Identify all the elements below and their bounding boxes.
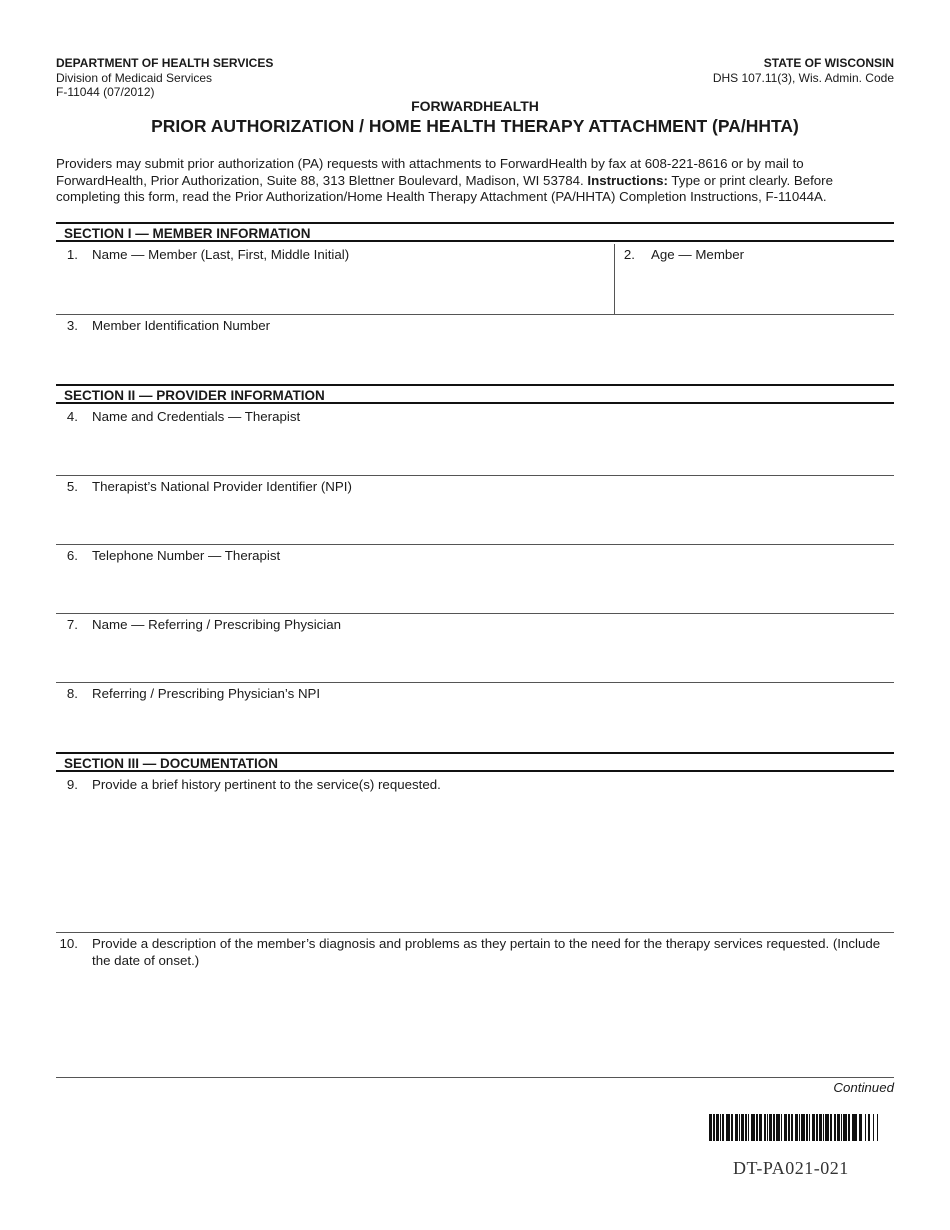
field-label: Name and Credentials — Therapist (92, 409, 301, 424)
department-name: DEPARTMENT OF HEALTH SERVICES (56, 56, 274, 70)
field-number: 10. (59, 936, 78, 951)
physician-name-field[interactable] (56, 614, 894, 683)
therapist-npi-field[interactable] (56, 476, 894, 545)
history-field[interactable] (56, 774, 894, 933)
field-label: Provide a brief history pertinent to the service(s) requested. (92, 777, 441, 792)
diagnosis-field[interactable] (56, 933, 894, 1077)
field-label: Telephone Number — Therapist (92, 548, 281, 563)
section-1-header: SECTION I — MEMBER INFORMATION (56, 222, 894, 242)
bottom-divider (56, 1077, 894, 1078)
section-2-header: SECTION II — PROVIDER INFORMATION (56, 384, 894, 404)
admin-code: DHS 107.11(3), Wis. Admin. Code (712, 70, 894, 85)
barcode-icon (709, 1114, 881, 1141)
therapist-name-field[interactable] (56, 406, 894, 476)
field-number: 6. (66, 548, 78, 563)
form-number: F-11044 (07/2012) (56, 85, 155, 99)
field-label: Member Identification Number (92, 318, 271, 333)
intro-text-2: Type or print clearly. Before completing this form, read the Prior Authorization/Home Health Therapy Attachment (PA/HHTA) Completion Instructions, F-11044A. (56, 172, 834, 204)
header-right (713, 56, 894, 85)
field-number: 8. (66, 686, 78, 701)
state-name: STATE OF WISCONSIN (763, 56, 894, 70)
field-label: Name — Member (Last, First, Middle Initial) (92, 247, 350, 262)
intro-paragraph (56, 156, 896, 206)
member-name-field[interactable] (56, 244, 615, 315)
continued-label: Continued (833, 1080, 894, 1095)
section-3-header: SECTION III — DOCUMENTATION (56, 752, 894, 772)
therapist-phone-field[interactable] (56, 545, 894, 614)
field-number: 9. (66, 777, 78, 792)
field-label: Age — Member (651, 247, 745, 262)
physician-npi-field[interactable] (56, 683, 894, 752)
field-number: 2. (623, 247, 635, 262)
form-title: PRIOR AUTHORIZATION / HOME HEALTH THERAPY ATTACHMENT (PA/HHTA) (151, 116, 799, 136)
field-number: 1. (66, 247, 78, 262)
instructions-label: Instructions: (587, 172, 668, 188)
field-number: 7. (66, 617, 78, 632)
member-id-field[interactable] (56, 315, 894, 384)
intro-text-1: Providers may submit prior authorization (PA) requests with attachments to ForwardHealth by fax at 608-221-8616 or by mail to ForwardHealth, Prior Authorization, Suite 88, 313 Blettner Boulevard, Madison, WI 53784. (56, 156, 804, 188)
field-number: 4. (66, 409, 78, 424)
document-id: DT-PA021-021 (733, 1158, 849, 1178)
field-label: Name — Referring / Prescribing Physician (92, 617, 342, 632)
field-label: Therapist’s National Provider Identifier (NPI) (92, 479, 352, 494)
program-name: FORWARDHEALTH (411, 98, 539, 114)
member-age-field[interactable] (615, 244, 894, 315)
field-number: 3. (66, 318, 78, 333)
field-label: Referring / Prescribing Physician’s NPI (92, 686, 321, 701)
title-block (0, 98, 950, 137)
division-name: Division of Medicaid Services (56, 70, 213, 85)
field-number: 5. (66, 479, 78, 494)
field-label: Provide a description of the member’s diagnosis and problems as they pertain to the need for the therapy services requested. (Include the date of onset.) (92, 936, 881, 968)
header-left (56, 56, 273, 100)
